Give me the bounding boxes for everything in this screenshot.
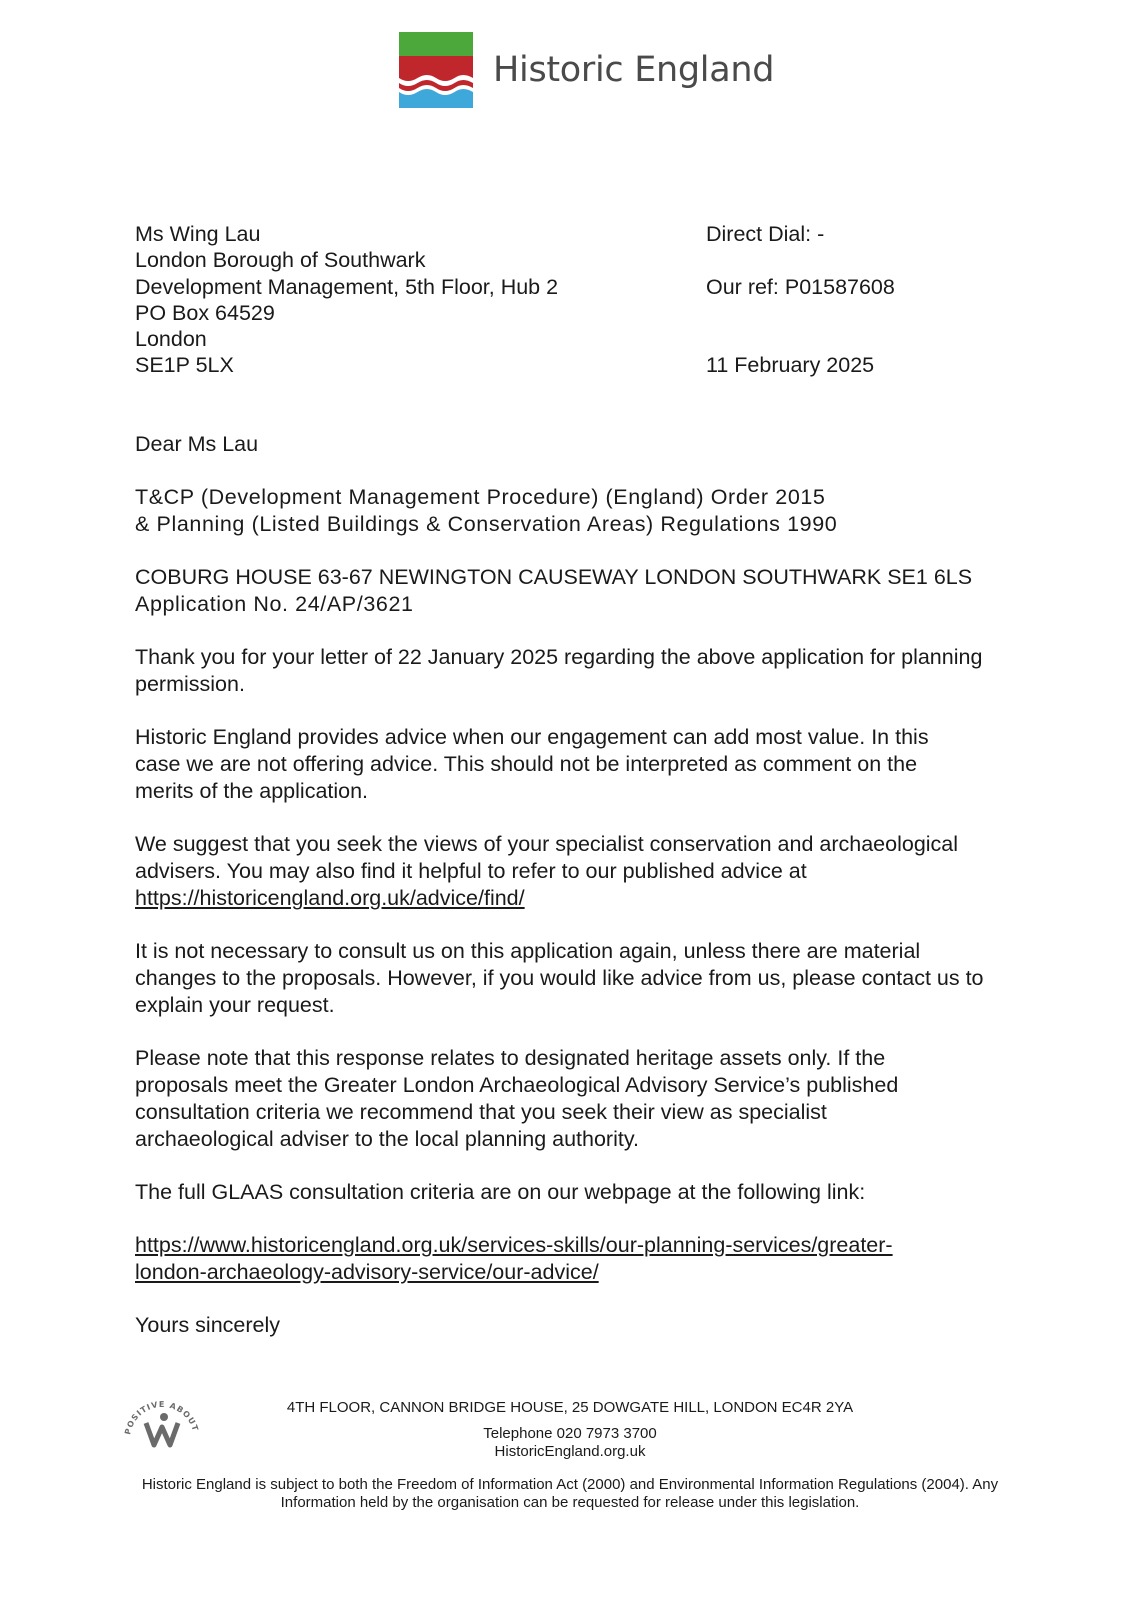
logo-wordmark: Historic England (493, 50, 775, 90)
our-ref: Our ref: P01587608 (706, 274, 895, 299)
direct-dial: Direct Dial: - (706, 222, 825, 246)
disability-confident-icon (120, 1393, 204, 1463)
glaas-link-paragraph (135, 1232, 1035, 1286)
recipient-city: London (135, 327, 207, 352)
glaas-link-line1[interactable]: https://www.historicengland.org.uk/services-skills/our-planning-services/greater- (135, 1233, 893, 1257)
recipient-address (135, 221, 558, 379)
footer-foi-line2: Information held by the organisation can be requested for release under this legislation. (280, 1494, 860, 1511)
footer-foi-notice (130, 1476, 1010, 1512)
application-number: Application No. 24/AP/3621 (135, 592, 414, 616)
svg-text:POSITIVE ABOUT DISABLED PEOPLE: POSITIVE ABOUT (123, 1399, 201, 1436)
historic-england-mark-icon (399, 32, 473, 108)
site-address: COBURG HOUSE 63-67 NEWINGTON CAUSEWAY LONDON SOUTHWARK SE1 6LS (135, 565, 973, 589)
recipient-line1: Development Management, 5th Floor, Hub 2 (135, 274, 559, 299)
paragraph-1: Thank you for your letter of 22 January 2025 regarding the above application for planning permission. (135, 645, 983, 696)
paragraph-5: Please note that this response relates to designated heritage assets only. If the proposals meet the Greater London Archaeological Advisory Service’s published consultation criteria we recommend that you seek their view as specialist archaeological adviser to the local planning authority. (135, 1046, 899, 1151)
legislation-heading (135, 484, 1035, 538)
advice-link[interactable]: https://historicengland.org.uk/advice/find/ (135, 886, 525, 910)
recipient-name: Ms Wing Lau (135, 222, 261, 246)
letter-body (135, 431, 1035, 1365)
paragraph-6: The full GLAAS consultation criteria are on our webpage at the following link: (135, 1180, 866, 1204)
footer-foi-line1: Historic England is subject to both the Freedom of Information Act (2000) and Environmental Information Regulations (2004). Any (141, 1476, 999, 1493)
footer-website[interactable]: HistoricEngland.org.uk (494, 1443, 646, 1460)
glaas-link-line2[interactable]: london-archaeology-advisory-service/our-advice/ (135, 1260, 599, 1284)
legislation-heading-2: & Planning (Listed Buildings & Conservation Areas) Regulations 1990 (135, 512, 838, 536)
paragraph-4: It is not necessary to consult us on this application again, unless there are material changes to the proposals. However, if you would like advice from us, please contact us to explain your request. (135, 939, 984, 1017)
legislation-heading-1: T&CP (Development Management Procedure) (England) Order 2015 (135, 485, 826, 509)
recipient-postcode: SE1P 5LX (135, 353, 234, 378)
site-details (135, 564, 1035, 618)
historic-england-logo (399, 32, 774, 108)
paragraph-3-text: We suggest that you seek the views of your specialist conservation and archaeological advisers. You may also find it helpful to refer to our published advice at (135, 832, 959, 883)
footer-address: 4TH FLOOR, CANNON BRIDGE HOUSE, 25 DOWGATE HILL, LONDON EC4R 2YA (286, 1399, 854, 1416)
paragraph-3 (135, 831, 1035, 912)
paragraph-2: Historic England provides advice when our engagement can add most value. In this case we are not offering advice. This should not be interpreted as comment on the merits of the application. (135, 725, 929, 803)
reference-block (706, 221, 895, 379)
recipient-line2: PO Box 64529 (135, 300, 275, 325)
closing: Yours sincerely (135, 1313, 280, 1337)
letter-date: 11 February 2025 (706, 353, 875, 378)
salutation: Dear Ms Lau (135, 432, 259, 456)
footer-contact (230, 1425, 910, 1461)
positive-about-disabled-people-badge (120, 1393, 204, 1468)
recipient-org: London Borough of Southwark (135, 248, 426, 273)
footer-telephone: Telephone 020 7973 3700 (483, 1425, 657, 1442)
